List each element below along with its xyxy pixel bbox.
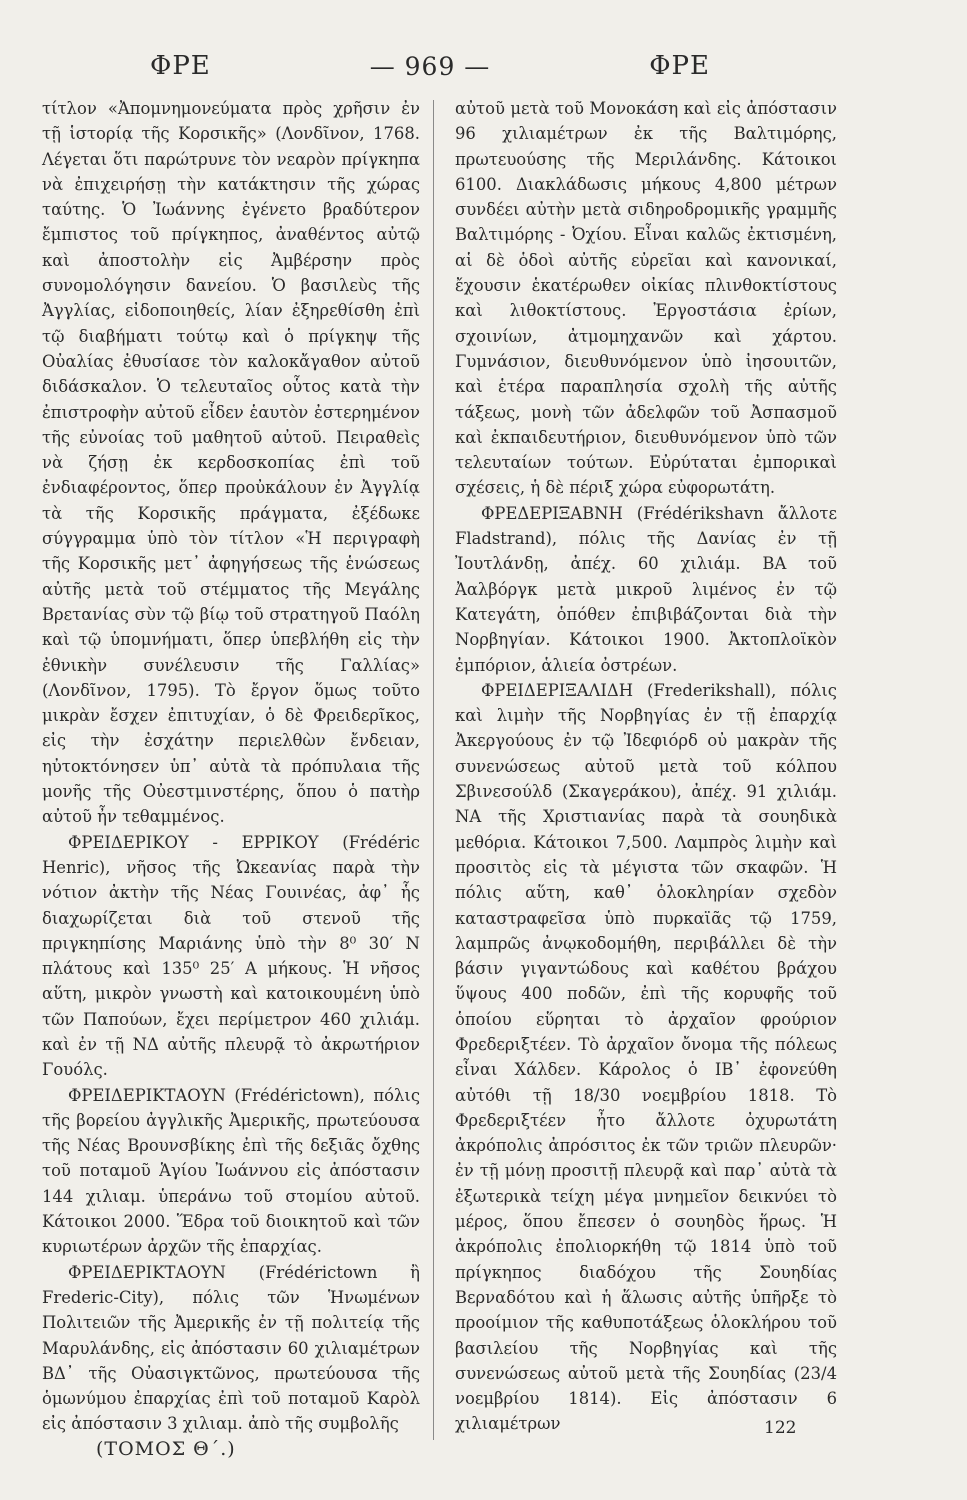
entry-fredericktown-maryland: ΦΡΕΙΔΕΡΙΚΤΑΟΥΝ (Frédérictown ἢ Frederic-City), πόλις τῶν Ἡνωμένων Πολιτειῶν τῆς Ἀμερικῆς ἐν τῇ πολιτείᾳ τῆς Μαρυλάνδης, εἰς ἀπόστασιν 60 χιλιαμέτρων ΒΔ᾽ τῆς Οὐασιγκτῶνος, πρωτεύουσα τῆς ὁμωνύμου ἐπαρχίας ἐπὶ τοῦ ποταμοῦ Καρὸλ εἰς ἀπόστασιν 3 χιλιαμ. ἀπὸ τῆς συμβολῆς (42, 1262, 420, 1434)
entry-frederikou-errikou: ΦΡΕΙΔΕΡΙΚΟΥ - ΕΡΡΙΚΟΥ (Frédéric Henric), νῆσος τῆς Ὠκεανίας παρὰ τὴν νότιον ἀκτὴν τῆς Νέας Γουινέας, ἀφ᾽ ἧς διαχωρίζεται διὰ τοῦ στενοῦ τῆς πριγκηπίσης Μαριάνης ὑπὸ τὴν 8⁰ 30′ Ν πλάτους καὶ 135⁰ 25′ Α μήκους. Ἡ νῆσος αὕτη, μικρὸν γνωστὴ καὶ κατοικουμένη ὑπὸ τῶν Παπούων, ἔχει περίμετρον 460 χιλιάμ. καὶ ἐν τῇ ΝΔ αὐτῆς πλευρᾷ τὸ ἀκρωτήριον Γουόλς. (42, 832, 420, 1080)
left-paragraph-continued: τίτλον «Ἀπομνημονεύματα πρὸς χρῆσιν ἐν τῇ ἱστορίᾳ τῆς Κορσικῆς» (Λονδῖνον, 1768. Λέγεται ὅτι παρώτρυνε τὸν νεαρὸν πρίγκηπα νὰ ἐπιχειρήσῃ τὴν κατάκτησιν τῆς χώρας ταύτης. Ὁ Ἰωάννης ἐγένετο βραδύτερον ἔμπιστος τοῦ πρίγκηπος, ἀναθέντος αὐτῷ καὶ ἀποστολὴν εἰς Ἀμβέρσην πρὸς συνομολόγησιν δανείου. Ὁ βασιλεὺς τῆς Ἀγγλίας, εἰδοποιηθείς, λίαν ἐξηρεθίσθη ἐπὶ τῷ διαβήματι τούτῳ καὶ ὁ πρίγκηψ τῆς Οὐαλίας ἐθυσίασε τὸν καλοκἄγαθον αὐτοῦ διδάσκαλον. Ὁ τελευταῖος οὗτος κατὰ τὴν ἐπιστροφὴν αὐτοῦ εἶδεν ἑαυτὸν ἐστερημένον τῆς εὐνοίας τοῦ μαθητοῦ αὐτοῦ. Πειραθεὶς νὰ ζήσῃ ἐκ κερδοσκοπίας ἐπὶ τοῦ ἐνδιαφέροντος, ὅπερ προὐκάλουν ἐν Ἀγγλίᾳ τὰ τῆς Κορσικῆς πράγματα, ἐξέδωκε σύγγραμμα ὑπὸ τὸν τίτλον «Ἡ περιγραφὴ τῆς Κορσικῆς μετ᾽ ἀφηγήσεως τῆς ἑνώσεως αὐτῆς μετὰ τοῦ στέμματος τῆς Μεγάλης Βρετανίας σὺν τῷ βίῳ τοῦ στρατηγοῦ Παόλη καὶ τῷ ὑπομνήματι, ὅπερ ὑπεβλήθη εἰς τὴν ἐθνικὴν συνέλευσιν τῆς Γαλλίας» (Λονδῖνον, 1795). Τὸ ἔργον ὅμως τοῦτο μικρὰν ἔσχεν ἐπιτυχίαν, ὁ δὲ Φρειδερῖκος, εἰς τὴν ἐσχάτην περιελθὼν ἔνδειαν, ηὐτοκτόνησεν ὑπ᾽ αὐτὰ τὰ πρόπυλαια τῆς μονῆς τῆς Οὐεστμινστέρης, ὅπου ὁ πατὴρ αὐτοῦ ἦν τεθαμμένος. (42, 99, 420, 827)
page-number: — 969 — (369, 51, 491, 81)
right-paragraph-continued: αὐτοῦ μετὰ τοῦ Μονοκάση καὶ εἰς ἀπόστασιν 96 χιλιαμέτρων ἐκ τῆς Βαλτιμόρης, πρωτευούσης τῆς Μεριλάνδης. Κάτοικοι 6100. Διακλάδωσις μήκους 4,800 μέτρων συνδέει αὐτὴν μετὰ σιδηροδρομικῆς γραμμῆς Βαλτιμόρης - Ὀχίου. Εἶναι καλῶς ἐκτισμένη, αἱ δὲ ὁδοὶ αὐτῆς εὐρεῖαι καὶ κανονικαί, ἔχουσιν ἑκατέρωθεν οἰκίας πλινθοκτίστους καὶ λιθοκτίστους. Ἐργοστάσια ἐρίων, σχοινίων, ἀτμομηχανῶν καὶ χάρτου. Γυμνάσιον, διευθυνόμενον ὑπὸ ἰησουιτῶν, καὶ ἑτέρα παραπλησία σχολὴ τῆς αὐτῆς τάξεως, μονὴ τῶν ἀδελφῶν τοῦ Ἀσπασμοῦ καὶ ἐκπαιδευτήριον, διευθυνόμενον ὑπὸ τῶν τελευταίων τούτων. Εὐρύταται ἐμπορικαὶ σχέσεις, ἡ δὲ πέριξ χώρα εὐφορωτάτη. (455, 99, 837, 498)
column-divider (433, 100, 434, 1440)
left-column (42, 96, 420, 1437)
signature-mark: 122 (764, 1418, 797, 1438)
entry-fredericktown-canada: ΦΡΕΙΔΕΡΙΚΤΑΟΥΝ (Frédérictown), πόλις τῆς βορείου ἀγγλικῆς Ἀμερικῆς, πρωτεύουσα τῆς Νέας Βρουνσβίκης ἐπὶ τῆς δεξιᾶς ὄχθης τοῦ ποταμοῦ Ἁγίου Ἰωάννου εἰς ἀπόστασιν 144 χιλιαμ. ὑπεράνω τοῦ στομίου αὐτοῦ. Κάτοικοι 2000. Ἕδρα τοῦ διοικητοῦ καὶ τῶν κυριωτέρων ἀρχῶν τῆς ἐπαρχίας. (42, 1085, 420, 1257)
right-column (455, 96, 837, 1437)
volume-label: (ΤΟΜΟΣ Θ´.) (96, 1438, 236, 1460)
entry-frederikshavn: ΦΡΕΔΕΡΙΞΑΒΝΗ (Frédérikshavn ἄλλοτε Fladstrand), πόλις τῆς Δανίας ἐν τῇ Ἰουτλάνδῃ, ἀπέχ. 60 χιλιάμ. ΒΑ τοῦ Ἀαλβόργκ μετὰ μικροῦ λιμένος ἐν τῷ Κατεγάτη, ὁπόθεν ἐπιβιβάζονται διὰ τὴν Νορβηγίαν. Κάτοικοι 1900. Ἀκτοπλοϊκὸν ἐμπόριον, ἁλιεία ὀστρέων. (455, 503, 837, 675)
running-header (150, 46, 710, 86)
header-right-guideword: ΦΡΕ (649, 51, 710, 81)
header-left-guideword: ΦΡΕ (150, 51, 211, 81)
entry-frederikshald: ΦΡΕΙΔΕΡΙΞΑΛΙΔΗ (Frederikshall), πόλις καὶ λιμὴν τῆς Νορβηγίας ἐν τῇ ἐπαρχίᾳ Ἀκεργούους ἐν τῷ Ἰδεφιόρδ οὐ μακρὰν τῆς συνενώσεως αὐτοῦ μετὰ τοῦ κόλπου Σβινεσούλδ (Σκαγεράκου), ἀπέχ. 91 χιλιάμ. ΝΑ τῆς Χριστιανίας παρὰ τὰ σουηδικὰ μεθόρια. Κάτοικοι 7,500. Λαμπρὸς λιμὴν καὶ προσιτὸς εἰς τὰ μέγιστα τῶν σκαφῶν. Ἡ πόλις αὕτη, καθ᾽ ὁλοκληρίαν σχεδὸν καταστραφεῖσα ὑπὸ πυρκαϊᾶς τῷ 1759, λαμπρῶς ἀνῳκοδομήθη, περιβάλλει δὲ τὴν βάσιν γιγαντώδους καὶ καθέτου βράχου ὕψους 400 ποδῶν, ἐπὶ τῆς κορυφῆς τοῦ ὁποίου εὕρηται τὸ ἀρχαῖον φρούριον Φρεδεριξτέεν. Τὸ ἀρχαῖον ὄνομα τῆς πόλεως εἶναι Χάλδεν. Κάρολος ὁ ΙΒ᾽ ἐφονεύθη αὐτόθι τῇ 18/30 νοεμβρίου 1818. Τὸ Φρεδεριξτέεν ἦτο ἄλλοτε ὀχυρωτάτη ἀκρόπολις ἀπρόσιτος ἐκ τῶν τριῶν πλευρῶν· ἐν τῇ μόνῃ προσιτῇ πλευρᾷ καὶ παρ᾽ αὐτὰ τὰ ἐξωτερικὰ τείχη μέγα μνημεῖον δεικνύει τὸ μέρος, ὅπου ἔπεσεν ὁ σουηδὸς ἥρως. Ἡ ἀκρόπολις ἐπολιορκήθη τῷ 1814 ὑπὸ τοῦ πρίγκηπος διαδόχου τῆς Σουηδίας Βερναδότου καὶ ἡ ἅλωσις αὐτῆς ὑπῆρξε τὸ προοίμιον τῆς καθυποτάξεως ὁλοκλήρου τοῦ βασιλείου τῆς Νορβηγίας καὶ τῆς συνενώσεως αὐτοῦ μετὰ τῆς Σουηδίας (23/4 νοεμβρίου 1814). Εἰς ἀπόστασιν 6 χιλιαμέτρων (455, 680, 837, 1434)
